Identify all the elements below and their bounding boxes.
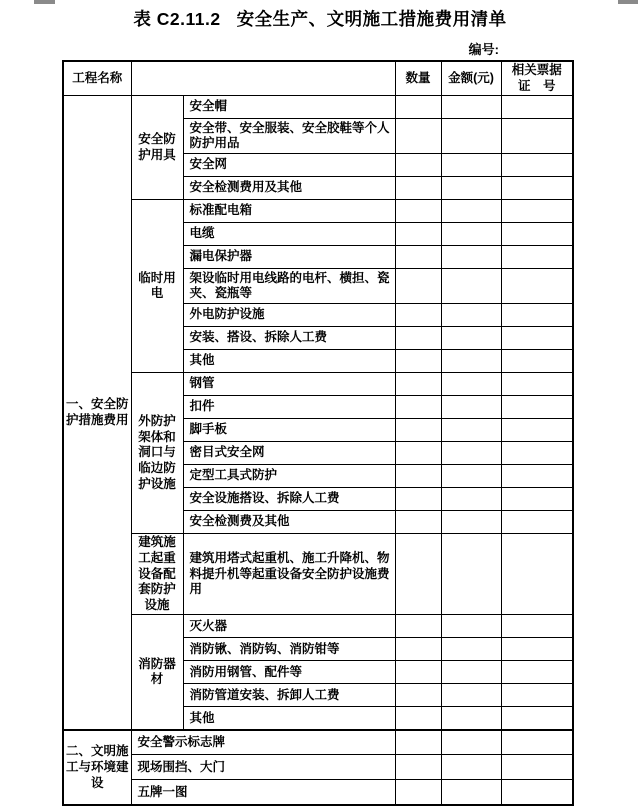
header-receipt-number [501, 61, 573, 96]
table-row [63, 534, 573, 615]
amount-cell [441, 327, 501, 350]
item-label: 安全帽 [183, 96, 395, 119]
item-label: 定型工具式防护 [183, 465, 395, 488]
receipt-cell [501, 350, 573, 373]
category-safety-protection: 一、安全防护措施费用 [63, 96, 131, 731]
amount-cell [441, 661, 501, 684]
item-label: 其他 [183, 707, 395, 731]
item-label: 钢管 [183, 373, 395, 396]
item-label: 安全警示标志牌 [131, 730, 395, 755]
header-quantity: 数量 [395, 61, 441, 96]
quantity-cell [395, 200, 441, 223]
amount-cell [441, 638, 501, 661]
amount-cell [441, 200, 501, 223]
receipt-cell [501, 730, 573, 755]
receipt-cell [501, 488, 573, 511]
quantity-cell [395, 154, 441, 177]
category-civilized-construction: 二、文明施工与环境建设 [63, 730, 131, 805]
item-label: 安全设施搭设、拆除人工费 [183, 488, 395, 511]
item-label: 架设临时用电线路的电杆、横担、瓷夹、瓷瓶等 [183, 269, 395, 304]
amount-cell [441, 684, 501, 707]
receipt-cell [501, 661, 573, 684]
quantity-cell [395, 350, 441, 373]
amount-cell [441, 119, 501, 154]
quantity-cell [395, 396, 441, 419]
receipt-cell [501, 246, 573, 269]
quantity-cell [395, 488, 441, 511]
amount-cell [441, 419, 501, 442]
item-label: 消防管道安装、拆卸人工费 [183, 684, 395, 707]
quantity-cell [395, 304, 441, 327]
receipt-cell [501, 442, 573, 465]
table-row [63, 615, 573, 638]
quantity-cell [395, 684, 441, 707]
header-project-name: 工程名称 [63, 61, 131, 96]
quantity-cell [395, 119, 441, 154]
item-label: 电缆 [183, 223, 395, 246]
table-row [63, 755, 573, 780]
scan-artifact-left [34, 0, 55, 4]
item-label: 安装、搭设、拆除人工费 [183, 327, 395, 350]
receipt-cell [501, 755, 573, 780]
receipt-cell [501, 119, 573, 154]
receipt-cell [501, 534, 573, 615]
cost-table [62, 60, 574, 806]
item-label: 安全检测费用及其他 [183, 177, 395, 200]
amount-cell [441, 442, 501, 465]
receipt-cell [501, 269, 573, 304]
quantity-cell [395, 638, 441, 661]
amount-cell [441, 755, 501, 780]
serial-number-label: 编号: [468, 42, 499, 57]
item-label: 现场围挡、大门 [131, 755, 395, 780]
amount-cell [441, 96, 501, 119]
header-receipt-line1: 相关票据 [511, 63, 562, 77]
receipt-cell [501, 419, 573, 442]
item-label: 安全带、安全服装、安全胶鞋等个人防护用品 [183, 119, 395, 154]
quantity-cell [395, 246, 441, 269]
receipt-cell [501, 638, 573, 661]
header-receipt-line2: 证 号 [517, 78, 556, 93]
amount-cell [441, 373, 501, 396]
receipt-cell [501, 327, 573, 350]
amount-cell [441, 246, 501, 269]
receipt-cell [501, 511, 573, 534]
receipt-cell [501, 707, 573, 731]
receipt-cell [501, 396, 573, 419]
amount-cell [441, 350, 501, 373]
group-safety-gear: 安全防护用具 [131, 96, 183, 200]
quantity-cell [395, 755, 441, 780]
quantity-cell [395, 269, 441, 304]
group-fire-equipment: 消防器材 [131, 615, 183, 731]
item-label: 外电防护设施 [183, 304, 395, 327]
quantity-cell [395, 730, 441, 755]
quantity-cell [395, 373, 441, 396]
quantity-cell [395, 511, 441, 534]
quantity-cell [395, 96, 441, 119]
group-external-protection-frame: 外防护架体和洞口与临边防护设施 [131, 373, 183, 534]
amount-cell [441, 269, 501, 304]
quantity-cell [395, 327, 441, 350]
table-header-row [63, 61, 573, 96]
item-label: 扣件 [183, 396, 395, 419]
receipt-cell [501, 373, 573, 396]
receipt-cell [501, 96, 573, 119]
quantity-cell [395, 465, 441, 488]
table-row [63, 780, 573, 806]
amount-cell [441, 396, 501, 419]
group-temporary-electricity: 临时用电 [131, 200, 183, 373]
receipt-cell [501, 684, 573, 707]
amount-cell [441, 780, 501, 806]
item-label: 消防锹、消防钩、消防钳等 [183, 638, 395, 661]
quantity-cell [395, 661, 441, 684]
item-label: 标准配电箱 [183, 200, 395, 223]
receipt-cell [501, 780, 573, 806]
quantity-cell [395, 177, 441, 200]
receipt-cell [501, 615, 573, 638]
item-label: 其他 [183, 350, 395, 373]
table-row [63, 373, 573, 396]
table-row [63, 96, 573, 119]
amount-cell [441, 465, 501, 488]
amount-cell [441, 615, 501, 638]
quantity-cell [395, 442, 441, 465]
table-row [63, 200, 573, 223]
receipt-cell [501, 177, 573, 200]
amount-cell [441, 511, 501, 534]
receipt-cell [501, 465, 573, 488]
quantity-cell [395, 780, 441, 806]
amount-cell [441, 223, 501, 246]
item-label: 密目式安全网 [183, 442, 395, 465]
amount-cell [441, 304, 501, 327]
amount-cell [441, 154, 501, 177]
item-label: 消防用钢管、配件等 [183, 661, 395, 684]
amount-cell [441, 488, 501, 511]
quantity-cell [395, 223, 441, 246]
amount-cell [441, 534, 501, 615]
page-title: 表 C2.11.2 安全生产、文明施工措施费用清单 [133, 9, 507, 29]
table-row [63, 730, 573, 755]
header-amount: 金额(元) [441, 61, 501, 96]
group-crane-equipment-protection: 建筑施工起重设备配套防护设施 [131, 534, 183, 615]
item-label: 漏电保护器 [183, 246, 395, 269]
receipt-cell [501, 200, 573, 223]
quantity-cell [395, 534, 441, 615]
receipt-cell [501, 304, 573, 327]
quantity-cell [395, 615, 441, 638]
item-label: 五牌一图 [131, 780, 395, 806]
amount-cell [441, 707, 501, 731]
receipt-cell [501, 223, 573, 246]
amount-cell [441, 730, 501, 755]
quantity-cell [395, 707, 441, 731]
header-blank [131, 61, 395, 96]
item-label: 建筑用塔式起重机、施工升降机、物料提升机等起重设备安全防护设施费用 [183, 534, 395, 615]
quantity-cell [395, 419, 441, 442]
item-label: 安全网 [183, 154, 395, 177]
item-label: 脚手板 [183, 419, 395, 442]
amount-cell [441, 177, 501, 200]
item-label: 安全检测费及其他 [183, 511, 395, 534]
scan-artifact-right [618, 0, 638, 4]
receipt-cell [501, 154, 573, 177]
item-label: 灭火器 [183, 615, 395, 638]
